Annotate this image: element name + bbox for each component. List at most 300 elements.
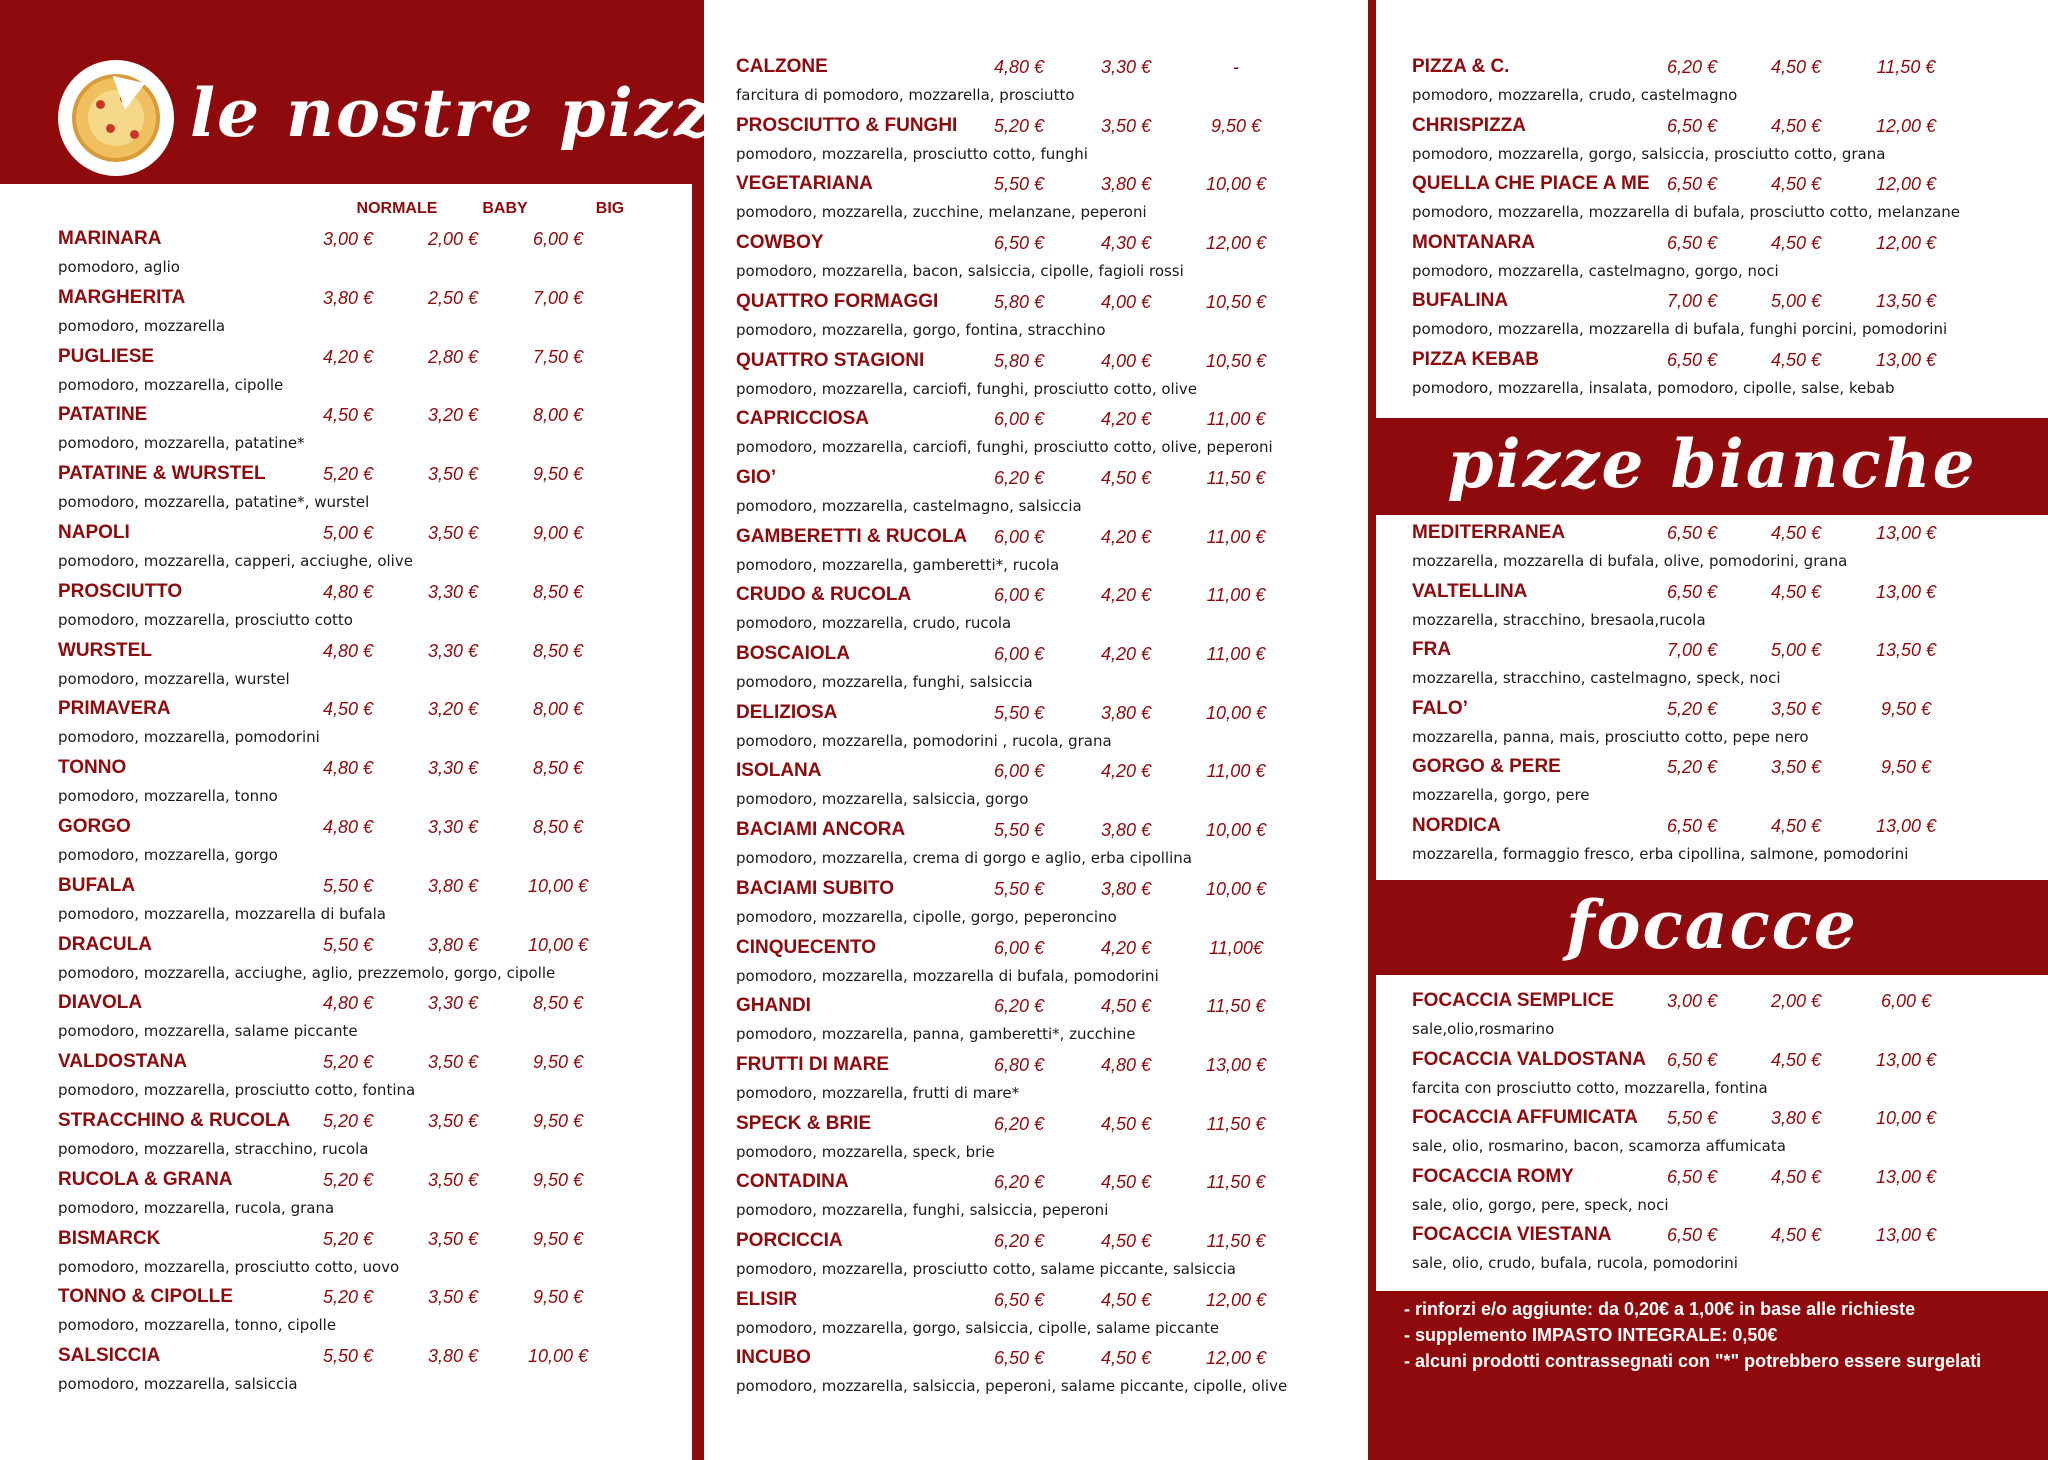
menu-item	[1412, 290, 2032, 348]
item-description: mozzarella, mozzarella di bufala, olive, pomodorini, grana	[1412, 552, 1848, 570]
menu-item	[58, 581, 678, 639]
price-normale: 6,00 €	[993, 761, 1045, 782]
price-baby: 3,80 €	[1100, 174, 1152, 195]
item-name: PATATINE	[58, 404, 148, 426]
price-normale: 6,20 €	[993, 467, 1045, 488]
menu-item	[1412, 815, 2032, 873]
item-name: COWBOY	[736, 232, 824, 254]
item-name: FOCACCIA VALDOSTANA	[1412, 1048, 1646, 1070]
item-name: PORCICCIA	[736, 1230, 843, 1251]
price-big: 8,50 €	[532, 993, 584, 1014]
item-description: pomodoro, mozzarella, prosciutto cotto, funghi	[736, 144, 1088, 163]
price-big: 8,50 €	[532, 640, 584, 661]
item-name: CONTADINA	[736, 1171, 849, 1193]
item-description: pomodoro, mozzarella, crudo, rucola	[736, 614, 1012, 633]
price-baby: 4,50 €	[1770, 816, 1822, 836]
price-normale: 4,50 €	[322, 699, 374, 720]
price-big: 11,00 €	[1206, 526, 1266, 547]
price-baby: 4,50 €	[1770, 1166, 1822, 1187]
item-description: pomodoro, mozzarella, mozzarella di bufala	[58, 904, 387, 923]
price-normale: 6,50 €	[1666, 1166, 1718, 1187]
price-big: 7,00 €	[532, 287, 584, 308]
price-normale: 4,20 €	[322, 346, 374, 367]
item-name: SPECK & BRIE	[736, 1112, 872, 1134]
menu-item	[1412, 698, 2032, 756]
menu-item	[736, 819, 1356, 877]
price-big: 13,00 €	[1875, 816, 1937, 836]
item-description: pomodoro, mozzarella, gamberetti*, rucola	[736, 555, 1060, 574]
price-normale: 7,00 €	[1666, 291, 1718, 312]
price-normale: 6,50 €	[1666, 816, 1718, 836]
item-name: BOSCAIOLA	[736, 643, 850, 664]
price-big: 10,00 €	[1875, 1108, 1937, 1129]
price-normale: 5,50 €	[993, 702, 1045, 723]
price-big: 11,50 €	[1206, 1231, 1266, 1251]
note-line: - supplemento IMPASTO INTEGRALE: 0,50€	[1404, 1325, 1778, 1345]
menu-item	[736, 760, 1356, 818]
header-normale: NORMALE	[356, 200, 438, 217]
menu-notes	[1404, 1296, 2024, 1374]
menu-item	[736, 350, 1356, 408]
menu-item	[1412, 756, 2032, 814]
price-normale: 6,20 €	[993, 1231, 1045, 1251]
price-normale: 4,80 €	[322, 817, 374, 837]
item-description: pomodoro, mozzarella, mozzarella di bufala, prosciutto cotto, melanzane	[1412, 203, 1960, 222]
price-baby: 4,20 €	[1100, 761, 1152, 782]
menu-item	[58, 1286, 678, 1344]
item-description: pomodoro, mozzarella, frutti di mare*	[736, 1083, 1020, 1102]
menu-item	[58, 992, 678, 1050]
item-name: FRA	[1412, 639, 1452, 661]
menu-item	[736, 173, 1356, 231]
item-name: NORDICA	[1412, 815, 1501, 836]
price-normale: 3,00 €	[1666, 991, 1718, 1011]
price-baby: 4,00 €	[1100, 291, 1152, 312]
price-big: -	[1233, 57, 1239, 77]
item-name: FALO’	[1412, 697, 1468, 719]
item-name: TONNO & CIPOLLE	[58, 1286, 233, 1308]
item-name: FOCACCIA ROMY	[1412, 1165, 1574, 1187]
item-name: ISOLANA	[736, 760, 822, 782]
menu-item	[736, 643, 1356, 701]
item-description: sale, olio, gorgo, pere, speck, noci	[1412, 1195, 1669, 1214]
item-description: pomodoro, mozzarella, tonno, cipolle	[58, 1316, 337, 1335]
item-name: GHANDI	[736, 995, 811, 1017]
item-name: PUGLIESE	[58, 345, 155, 367]
price-big: 9,50 €	[532, 464, 584, 485]
price-big: 8,50 €	[532, 817, 584, 837]
price-big: 10,00 €	[527, 1346, 589, 1367]
menu-item	[1412, 581, 2032, 639]
price-normale: 6,50 €	[1666, 581, 1718, 602]
menu-item	[736, 1230, 1356, 1288]
item-description: mozzarella, gorgo, pere	[1412, 786, 1590, 805]
price-normale: 5,20 €	[322, 1228, 374, 1249]
price-normale: 5,50 €	[322, 934, 374, 955]
price-baby: 4,50 €	[1770, 57, 1822, 77]
item-description: mozzarella, stracchino, castelmagno, speck, noci	[1412, 669, 1781, 688]
menu-item	[1412, 349, 2032, 407]
price-big: 12,00 €	[1875, 174, 1937, 195]
item-name: BACIAMI ANCORA	[736, 819, 906, 841]
menu-item	[1412, 1049, 2032, 1107]
item-name: FOCACCIA AFFUMICATA	[1412, 1107, 1638, 1129]
price-baby: 4,00 €	[1100, 350, 1152, 371]
item-description: pomodoro, mozzarella, rucola, grana	[58, 1198, 335, 1217]
price-baby: 2,00 €	[1770, 991, 1822, 1011]
price-baby: 4,20 €	[1100, 644, 1152, 664]
item-name: GAMBERETTI & RUCOLA	[736, 525, 968, 547]
price-big: 10,00 €	[527, 934, 589, 955]
price-big: 9,50 €	[532, 1169, 584, 1190]
focacce-title: focacce	[1566, 886, 1858, 964]
menu-item	[58, 228, 678, 286]
price-baby: 4,50 €	[1100, 996, 1152, 1017]
price-normale: 5,20 €	[322, 1052, 374, 1073]
price-big: 9,50 €	[1880, 698, 1932, 719]
price-baby: 5,00 €	[1770, 640, 1822, 661]
price-normale: 6,00 €	[993, 526, 1045, 547]
item-description: pomodoro, mozzarella, speck, brie	[736, 1142, 995, 1161]
price-big: 13,00 €	[1875, 1049, 1937, 1070]
item-name: PROSCIUTTO	[58, 580, 183, 602]
item-description: pomodoro, mozzarella, carciofi, funghi, prosciutto cotto, olive	[736, 379, 1197, 398]
price-baby: 3,30 €	[427, 581, 479, 602]
menu-item	[58, 1345, 678, 1403]
price-big: 10,00 €	[1205, 174, 1267, 195]
price-baby: 3,80 €	[427, 875, 479, 896]
price-normale: 5,80 €	[993, 291, 1045, 312]
menu-item	[736, 1347, 1356, 1405]
price-big: 9,00 €	[532, 523, 584, 543]
item-name: CALZONE	[736, 56, 828, 77]
item-description: pomodoro, mozzarella, mozzarella di bufala, funghi porcini, pomodorini	[1412, 320, 1948, 339]
item-name: GIO’	[736, 466, 777, 488]
price-normale: 5,00 €	[322, 523, 374, 543]
menu-item	[736, 526, 1356, 584]
price-baby: 4,50 €	[1770, 232, 1822, 253]
item-name: PIZZA & C.	[1412, 56, 1510, 77]
main-title: le nostre pizze	[190, 74, 758, 152]
price-baby: 3,30 €	[427, 758, 479, 779]
item-name: MARGHERITA	[58, 286, 186, 308]
price-normale: 6,50 €	[993, 1289, 1045, 1310]
price-baby: 3,80 €	[1100, 702, 1152, 723]
price-big: 10,00 €	[527, 875, 589, 896]
item-description: pomodoro, mozzarella, salsiccia	[58, 1375, 298, 1394]
price-big: 10,00 €	[1205, 702, 1267, 723]
price-big: 7,50 €	[532, 346, 584, 367]
item-description: pomodoro, mozzarella, zucchine, melanzane, peperoni	[736, 203, 1147, 222]
item-name: VALDOSTANA	[58, 1051, 188, 1073]
price-normale: 5,20 €	[1666, 757, 1718, 778]
menu-item	[1412, 990, 2032, 1048]
price-baby: 3,50 €	[427, 523, 479, 543]
menu-item	[736, 56, 1356, 114]
item-description: pomodoro, mozzarella, panna, gamberetti*, zucchine	[736, 1025, 1136, 1044]
menu-item	[58, 1169, 678, 1227]
item-name: QUELLA CHE PIACE A ME	[1412, 173, 1650, 195]
price-big: 12,00 €	[1875, 232, 1937, 253]
price-big: 11,50 €	[1206, 1113, 1266, 1134]
menu-item	[58, 346, 678, 404]
menu-item	[1412, 639, 2032, 697]
item-description: pomodoro, mozzarella, castelmagno, salsiccia	[736, 496, 1082, 515]
price-baby: 3,30 €	[427, 817, 479, 837]
price-baby: 4,50 €	[1770, 350, 1822, 370]
price-normale: 6,50 €	[1666, 174, 1718, 195]
price-normale: 6,20 €	[993, 996, 1045, 1017]
price-baby: 2,80 €	[427, 346, 479, 367]
item-name: NAPOLI	[58, 522, 130, 543]
item-name: CHRISPIZZA	[1412, 114, 1526, 136]
item-description: pomodoro, mozzarella, pomodorini , rucola, grana	[736, 731, 1112, 750]
note-line: - alcuni prodotti contrassegnati con "*" potrebbero essere surgelati	[1404, 1351, 1982, 1371]
price-baby: 3,50 €	[427, 1052, 479, 1073]
price-normale: 6,00 €	[993, 585, 1045, 606]
item-name: GORGO & PERE	[1412, 756, 1561, 778]
item-description: pomodoro, mozzarella, cipolle, gorgo, peperoncino	[736, 907, 1117, 926]
price-baby: 5,00 €	[1770, 291, 1822, 312]
menu-item	[1412, 1224, 2032, 1282]
menu-item	[58, 816, 678, 874]
item-name: BUFALINA	[1412, 290, 1509, 312]
price-big: 13,00 €	[1875, 350, 1937, 370]
price-big: 12,00 €	[1875, 115, 1937, 136]
item-description: pomodoro, mozzarella, funghi, salsiccia, peperoni	[736, 1201, 1109, 1220]
item-description: mozzarella, panna, mais, prosciutto cotto, pepe nero	[1412, 727, 1809, 746]
price-normale: 4,80 €	[322, 640, 374, 661]
item-description: pomodoro, mozzarella, stracchino, rucola	[58, 1140, 369, 1158]
item-description: pomodoro, mozzarella, salsiccia, gorgo	[736, 790, 1029, 809]
menu-item	[736, 702, 1356, 760]
item-description: pomodoro, mozzarella, cipolle	[58, 375, 284, 394]
price-big: 11,00 €	[1206, 761, 1266, 782]
item-description: pomodoro, mozzarella, gorgo, salsiccia, cipolle, salame piccante	[736, 1318, 1220, 1337]
price-normale: 6,00 €	[993, 644, 1045, 664]
price-normale: 6,50 €	[993, 233, 1045, 254]
item-description: pomodoro, mozzarella, gorgo, fontina, stracchino	[736, 320, 1106, 339]
price-big: 6,00 €	[532, 229, 584, 249]
price-big: 11,50 €	[1206, 467, 1266, 488]
item-description: pomodoro, mozzarella, patatine*, wurstel	[58, 493, 370, 512]
item-name: CAPRICCIOSA	[736, 408, 870, 430]
price-baby: 3,20 €	[427, 699, 479, 720]
price-normale: 3,80 €	[322, 287, 374, 308]
item-name: PROSCIUTTO & FUNGHI	[736, 114, 958, 136]
menu-item	[1412, 115, 2032, 173]
item-name: STRACCHINO & RUCOLA	[58, 1110, 291, 1131]
price-baby: 3,80 €	[1100, 820, 1152, 841]
item-description: pomodoro, mozzarella, bacon, salsiccia, cipolle, fagioli rossi	[736, 262, 1184, 281]
price-big: 12,00 €	[1205, 233, 1267, 254]
menu-item	[58, 1110, 678, 1168]
price-normale: 3,00 €	[322, 229, 374, 249]
price-baby: 3,50 €	[1100, 115, 1152, 136]
price-big: 11,00 €	[1206, 585, 1266, 606]
price-normale: 6,00 €	[993, 937, 1045, 958]
price-normale: 4,80 €	[322, 993, 374, 1014]
price-big: 13,00 €	[1875, 1166, 1937, 1187]
price-normale: 5,50 €	[1666, 1108, 1718, 1129]
item-name: TONNO	[58, 757, 127, 779]
price-baby: 3,50 €	[427, 464, 479, 485]
item-description: farcitura di pomodoro, mozzarella, prosciutto	[736, 86, 1075, 104]
price-big: 11,50 €	[1876, 57, 1936, 77]
price-normale: 5,20 €	[322, 1287, 374, 1308]
price-normale: 5,50 €	[993, 174, 1045, 195]
price-baby: 4,50 €	[1100, 1231, 1152, 1251]
item-name: FOCACCIA VIESTANA	[1412, 1224, 1612, 1246]
price-normale: 5,50 €	[993, 878, 1045, 899]
header-big: BIG	[595, 200, 625, 217]
item-name: FRUTTI DI MARE	[736, 1053, 890, 1075]
price-baby: 4,50 €	[1770, 115, 1822, 136]
price-normale: 6,50 €	[993, 1348, 1045, 1369]
menu-item	[1412, 522, 2032, 580]
price-big: 10,00 €	[1205, 820, 1267, 841]
price-normale: 5,80 €	[993, 350, 1045, 371]
item-description: pomodoro, mozzarella, tonno	[58, 787, 278, 806]
price-normale: 5,20 €	[322, 1111, 374, 1131]
item-description: sale, olio, crudo, bufala, rucola, pomodorini	[1412, 1254, 1738, 1273]
price-big: 8,50 €	[532, 758, 584, 779]
item-description: pomodoro, mozzarella, salame piccante	[58, 1022, 358, 1041]
item-description: pomodoro, mozzarella, prosciutto cotto, salame piccante, salsiccia	[736, 1260, 1236, 1278]
item-name: BUFALA	[58, 874, 136, 896]
price-baby: 2,50 €	[427, 287, 479, 308]
price-baby: 4,50 €	[1770, 523, 1822, 543]
item-description: sale,olio,rosmarino	[1412, 1020, 1555, 1038]
price-baby: 3,50 €	[427, 1169, 479, 1190]
item-description: mozzarella, formaggio fresco, erba cipollina, salmone, pomodorini	[1412, 845, 1909, 863]
item-name: QUATTRO FORMAGGI	[736, 290, 939, 312]
item-description: pomodoro, mozzarella, patatine*	[58, 434, 305, 453]
price-baby: 4,50 €	[1770, 1225, 1822, 1246]
price-big: 8,00 €	[532, 405, 584, 426]
item-name: VALTELLINA	[1412, 580, 1528, 602]
price-baby: 3,80 €	[1100, 878, 1152, 899]
item-name: MEDITERRANEA	[1412, 522, 1566, 543]
item-name: WURSTEL	[58, 639, 152, 661]
price-normale: 6,50 €	[1666, 1049, 1718, 1070]
price-normale: 6,50 €	[1666, 350, 1718, 370]
price-normale: 6,50 €	[1666, 523, 1718, 543]
price-baby: 3,80 €	[1770, 1108, 1822, 1129]
item-name: MONTANARA	[1412, 231, 1536, 253]
menu-item	[58, 463, 678, 521]
item-name: PATATINE & WURSTEL	[58, 463, 266, 485]
price-big: 12,00 €	[1205, 1289, 1267, 1310]
price-normale: 5,20 €	[993, 115, 1045, 136]
price-baby: 4,50 €	[1770, 174, 1822, 195]
price-normale: 5,50 €	[322, 875, 374, 896]
price-normale: 5,20 €	[322, 1169, 374, 1190]
menu-item	[736, 232, 1356, 290]
item-description: pomodoro, mozzarella	[58, 316, 226, 335]
menu-item	[58, 404, 678, 462]
item-description: pomodoro, mozzarella, capperi, acciughe, olive	[58, 552, 413, 570]
price-big: 11,00€	[1209, 937, 1263, 958]
price-big: 9,50 €	[1880, 757, 1932, 778]
menu-item	[58, 934, 678, 992]
price-normale: 5,50 €	[322, 1346, 374, 1367]
price-baby: 3,80 €	[427, 934, 479, 955]
item-name: INCUBO	[736, 1347, 811, 1369]
item-description: pomodoro, mozzarella, prosciutto cotto, uovo	[58, 1257, 400, 1276]
price-big: 13,00 €	[1875, 1225, 1937, 1246]
item-name: SALSICCIA	[58, 1345, 161, 1367]
menu-item	[58, 522, 678, 580]
price-normale: 6,50 €	[1666, 1225, 1718, 1246]
item-name: FOCACCIA SEMPLICE	[1412, 990, 1614, 1011]
item-name: PRIMAVERA	[58, 698, 171, 720]
price-big: 13,50 €	[1875, 640, 1937, 661]
price-baby: 4,80 €	[1100, 1054, 1152, 1075]
price-big: 11,50 €	[1206, 996, 1266, 1017]
price-big: 13,50 €	[1875, 291, 1937, 312]
item-description: pomodoro, mozzarella, gorgo, salsiccia, prosciutto cotto, grana	[1412, 144, 1886, 163]
price-baby: 3,30 €	[427, 640, 479, 661]
header-baby: BABY	[482, 200, 528, 217]
price-baby: 3,50 €	[427, 1287, 479, 1308]
price-baby: 3,80 €	[427, 1346, 479, 1367]
price-normale: 5,20 €	[322, 464, 374, 485]
price-normale: 6,50 €	[1666, 115, 1718, 136]
price-baby: 4,50 €	[1100, 1172, 1152, 1193]
menu-item	[1412, 1107, 2032, 1165]
price-baby: 3,20 €	[427, 405, 479, 426]
item-description: pomodoro, mozzarella, mozzarella di bufala, pomodorini	[736, 966, 1159, 985]
price-big: 9,50 €	[1210, 115, 1262, 136]
menu-item	[736, 1054, 1356, 1112]
price-big: 9,50 €	[532, 1287, 584, 1308]
item-name: CRUDO & RUCOLA	[736, 584, 912, 606]
price-baby: 4,20 €	[1100, 937, 1152, 958]
price-baby: 4,50 €	[1100, 1113, 1152, 1134]
note-line: - rinforzi e/o aggiunte: da 0,20€ a 1,00€ in base alle richieste	[1404, 1299, 1916, 1319]
item-name: GORGO	[58, 816, 131, 837]
menu-item	[736, 467, 1356, 525]
menu-item	[58, 1051, 678, 1109]
menu-item	[58, 757, 678, 815]
menu-item	[736, 1113, 1356, 1171]
price-normale: 6,20 €	[993, 1113, 1045, 1134]
menu-item	[1412, 232, 2032, 290]
price-baby: 4,30 €	[1100, 233, 1152, 254]
menu-item	[736, 878, 1356, 936]
menu-item	[1412, 56, 2032, 114]
menu-item	[736, 115, 1356, 173]
menu-item	[736, 408, 1356, 466]
price-baby: 4,50 €	[1100, 1289, 1152, 1310]
item-name: RUCOLA & GRANA	[58, 1168, 233, 1190]
menu-item	[736, 1289, 1356, 1347]
price-baby: 4,50 €	[1770, 1049, 1822, 1070]
price-big: 9,50 €	[532, 1052, 584, 1073]
menu-item	[1412, 1166, 2032, 1224]
menu-item	[736, 291, 1356, 349]
price-baby: 3,50 €	[427, 1111, 479, 1131]
menu-item	[736, 995, 1356, 1053]
item-description: pomodoro, aglio	[58, 258, 180, 276]
menu-item	[1412, 173, 2032, 231]
item-name: CINQUECENTO	[736, 936, 877, 958]
price-big: 12,00 €	[1205, 1348, 1267, 1369]
price-normale: 4,50 €	[322, 405, 374, 426]
price-baby: 3,50 €	[1770, 698, 1822, 719]
item-description: pomodoro, mozzarella, insalata, pomodoro, cipolle, salse, kebab	[1412, 379, 1895, 397]
